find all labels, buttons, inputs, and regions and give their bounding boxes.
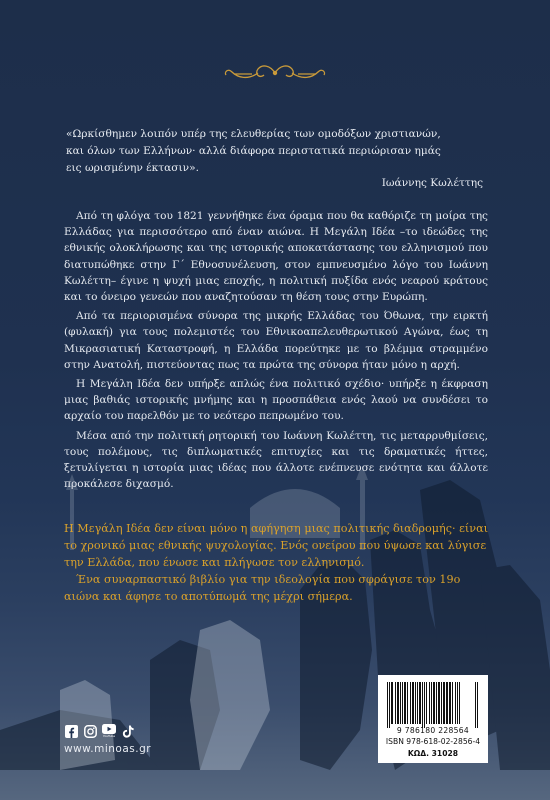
product-code: ΚΩΔ. 31028 xyxy=(407,749,459,758)
barcode-bar xyxy=(449,682,451,724)
barcode-bar xyxy=(417,682,418,724)
barcode-bar xyxy=(459,682,460,724)
barcode-bar xyxy=(457,682,458,724)
barcode-bar xyxy=(389,682,390,728)
barcode-bar xyxy=(419,682,421,724)
barcode-bar xyxy=(455,682,456,724)
barcode-bar xyxy=(424,682,425,728)
isbn-text: ISBN 978-618-02-2856-4 xyxy=(385,737,481,746)
barcode-bar xyxy=(400,682,401,724)
barcode-box xyxy=(378,675,488,763)
barcode-bar xyxy=(407,682,408,724)
quote-author: Ιωάννης Κωλέττης xyxy=(381,177,483,189)
quote-line: και όλων των Ελλήνων· αλλά διάφορα περιστατικά περιώρισαν ημάς xyxy=(66,145,441,157)
opening-quote xyxy=(66,126,486,177)
youtube-icon[interactable] xyxy=(102,724,116,738)
instagram-icon[interactable] xyxy=(83,724,97,738)
barcode-bar xyxy=(391,682,393,724)
barcode-bar xyxy=(395,682,396,724)
barcode-bar xyxy=(397,682,399,724)
barcode-bar xyxy=(477,682,478,728)
barcode-bar xyxy=(422,682,423,728)
barcode-bar xyxy=(436,682,437,724)
barcode-bar xyxy=(431,682,432,724)
tiktok-icon[interactable] xyxy=(121,724,135,738)
youtube-label: YouTube xyxy=(102,734,116,738)
barcode-bar xyxy=(438,682,440,724)
highlight-paragraph: Η Μεγάλη Ιδέα δεν είναι μόνο η αφήγηση μιας πολιτικής διαδρομής· είναι το χρονικό μιας εθνικής ψυχολογίας. Ενός ονείρου που ύψωσε και λύγισε την Ελλάδα, που ένωσε και πλήγωσε τον ελληνισμό. xyxy=(64,522,489,569)
barcode-bar xyxy=(443,682,445,724)
barcode-bar xyxy=(475,682,476,728)
barcode-bar xyxy=(433,682,435,724)
highlight-paragraph: Ένα συναρπαστικό βιβλίο για την ιδεολογία που σφράγισε τον 19ο αιώνα και άφησε το αποτύπωμά της μέχρι σήμερα. xyxy=(64,573,461,603)
publisher-website-link[interactable]: www.minoas.gr xyxy=(64,743,152,755)
barcode-bar xyxy=(412,682,414,724)
quote-line: εις ωρισμένην έκτασιν». xyxy=(66,162,199,174)
barcode-bar xyxy=(415,682,416,724)
book-description xyxy=(64,208,488,495)
description-paragraph: Από τα περιορισμένα σύνορα της μικρής Ελλάδας του Όθωνα, την ειρκτή (φυλακή) για τους πολεμιστές του Εθνικοαπελευθερωτικού Αγώνα, έως τη Μικρασιατική Καταστροφή, η Ελλάδα πορεύτηκε με το βλέμμα στραμμένο στην Ανατολή, πιστεύοντας πως τα πρώτα της σύνορα ήταν μόνο η αρχή. xyxy=(64,310,488,371)
description-paragraph: Η Μεγάλη Ιδέα δεν υπήρξε απλώς ένα πολιτικό σχέδιο· υπήρξε η έκφραση μιας βαθιάς ιστορικής μνήμης και η προσπάθεια ενός λαού να συνδέσει το αρχαίο του παρελθόν με το νεότερο πεπρωμένο του. xyxy=(64,378,488,423)
barcode-bar xyxy=(426,682,427,724)
quote-line: «Ωρκίσθημεν λοιπόν υπέρ της ελευθερίας των ομοδόξων χριστιανών, xyxy=(66,128,441,140)
social-icons xyxy=(64,724,135,738)
highlight-text xyxy=(64,520,488,605)
barcode xyxy=(386,682,480,728)
description-paragraph: Μέσα από την πολιτική ρητορική του Ιωάννη Κωλέττη, τις μεταρρυθμίσεις, τους πολέμους, τις διπλωματικές επιτυχίες και τις δραματικές ήττες, ξετυλίγεται η ιστορία μιας ιδέας που άλλοτε ενέπνευσε ενότητα και άλλοτε προκάλεσε διχασμό. xyxy=(64,429,488,491)
decorative-ornament xyxy=(222,60,328,86)
facebook-icon[interactable] xyxy=(64,724,78,738)
barcode-bar xyxy=(452,682,453,724)
barcode-bar xyxy=(446,682,448,724)
barcode-bar xyxy=(441,682,442,724)
barcode-bar xyxy=(387,682,388,728)
barcode-bar xyxy=(410,682,411,724)
barcode-bar xyxy=(404,682,406,724)
barcode-bar xyxy=(429,682,430,724)
description-paragraph: Από τη φλόγα του 1821 γεννήθηκε ένα όραμα που θα καθόριζε τη μοίρα της Ελλάδας για περισσότερο από έναν αιώνα. Η Μεγάλη Ιδέα –το ιδεώδες της εθνικής ολοκλήρωσης και της ιστορικής αποκατάστασης του ελληνισμού που διατυπώθηκε στην Γ΄ Εθνοσυνέλευση, στον εμπνευσμένο λόγο του Ιωάννη Κωλέττη– έγινε η ψυχή μιας εποχής, η πολιτική πυξίδα ενός νεαρού κράτους και το όνειρο γενεών που αναζητούσαν τη θέση τους στην Ευρώπη. xyxy=(64,210,488,304)
barcode-bar xyxy=(402,682,403,724)
barcode-number: 9 786180 228564 xyxy=(396,726,470,735)
